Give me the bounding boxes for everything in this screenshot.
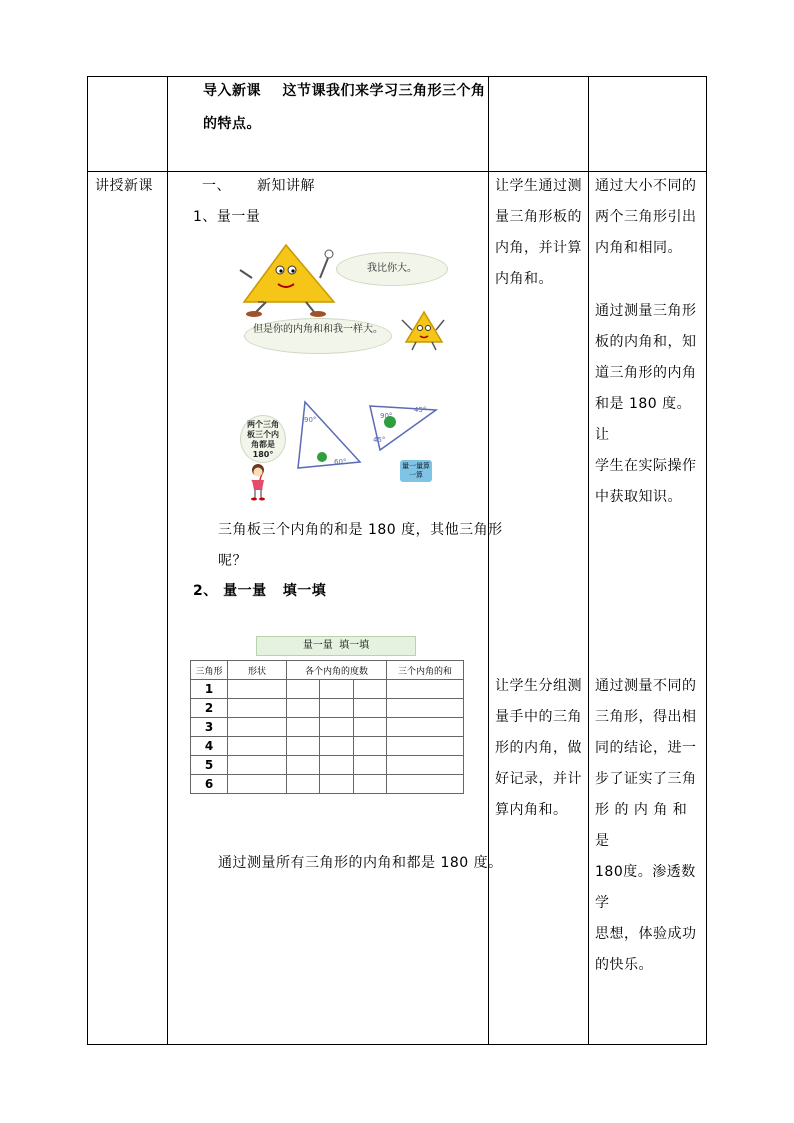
cell bbox=[287, 737, 320, 756]
intent-line: 和是 180 度。让 bbox=[595, 396, 692, 443]
intent-line: 通过大小不同的 bbox=[595, 178, 697, 194]
cell bbox=[387, 756, 464, 775]
measure-tag: 量一量算一算 bbox=[402, 462, 430, 479]
header-sum: 三个内角的和 bbox=[387, 661, 464, 680]
row-num: 6 bbox=[191, 775, 228, 794]
activity-line: 量手中的三角 bbox=[495, 709, 582, 725]
bubble-text-1: 我比你大。 bbox=[367, 263, 417, 274]
cell bbox=[320, 718, 353, 737]
girl-bubble-text: 两个三角板三个内角都是180° bbox=[247, 420, 279, 459]
cell bbox=[287, 699, 320, 718]
row-num: 5 bbox=[191, 756, 228, 775]
cell bbox=[353, 718, 386, 737]
student-activity-2 bbox=[495, 671, 585, 826]
cell bbox=[320, 737, 353, 756]
row-num: 1 bbox=[191, 680, 228, 699]
design-intent-1 bbox=[595, 171, 705, 264]
intent-line: 三角形，得出相 bbox=[595, 709, 697, 725]
subheading-measure: 1、量一量 bbox=[193, 209, 261, 225]
student-activity-1 bbox=[495, 171, 585, 295]
intent-line: 同的结论，进一 bbox=[595, 740, 697, 756]
activity-line: 让学生通过测 bbox=[495, 178, 582, 194]
paragraph-line-2: 呢？ bbox=[218, 553, 247, 569]
table-row bbox=[191, 756, 464, 775]
table-row bbox=[191, 680, 464, 699]
heading-text: 新知讲解 bbox=[257, 178, 315, 194]
measure-table bbox=[190, 660, 464, 794]
cell bbox=[287, 718, 320, 737]
intent-line: 形 的 内 角 和 是 bbox=[595, 802, 688, 849]
intent-line: 思想，体验成功 bbox=[595, 926, 697, 942]
row-num: 2 bbox=[191, 699, 228, 718]
cell bbox=[287, 756, 320, 775]
activity-line: 好记录，并计 bbox=[495, 771, 582, 787]
cell bbox=[320, 699, 353, 718]
activity-line: 量三角形板的 bbox=[495, 209, 582, 225]
bubble-text-2: 但是你的内角和和我一样大。 bbox=[253, 324, 383, 335]
cell bbox=[353, 699, 386, 718]
heading-number: 一、 bbox=[202, 178, 231, 194]
activity-line: 让学生分组测 bbox=[495, 678, 582, 694]
intent-line: 两个三角形引出 bbox=[595, 209, 697, 225]
table-row bbox=[191, 737, 464, 756]
intent-line: 中获取知识。 bbox=[595, 489, 682, 505]
cell bbox=[228, 680, 287, 699]
header-angles: 各个内角的度数 bbox=[287, 661, 387, 680]
section-label: 讲授新课 bbox=[95, 178, 153, 194]
activity-line: 内角和。 bbox=[495, 271, 553, 287]
intent-line: 板的内角和，知 bbox=[595, 334, 697, 350]
intent-line: 道三角形的内角 bbox=[595, 365, 697, 381]
angle-label-90a: 90° bbox=[304, 416, 317, 424]
cell bbox=[320, 680, 353, 699]
table-col-divider-3 bbox=[588, 76, 589, 1045]
table-row bbox=[191, 718, 464, 737]
intent-line: 学生在实际操作 bbox=[595, 458, 697, 474]
activity-line: 算内角和。 bbox=[495, 802, 568, 818]
cell bbox=[228, 756, 287, 775]
cell bbox=[387, 718, 464, 737]
intro-line-2: 的特点。 bbox=[203, 116, 261, 132]
header-shape: 形状 bbox=[228, 661, 287, 680]
conclusion-text: 通过测量所有三角形的内角和都是 180 度。 bbox=[218, 855, 503, 871]
design-intent-3 bbox=[595, 671, 705, 981]
table-border-left bbox=[87, 76, 88, 1045]
speech-bubble-big-triangle bbox=[336, 252, 448, 286]
activity-line: 内角，并计算 bbox=[495, 240, 582, 256]
cell bbox=[353, 756, 386, 775]
intent-line: 步了证实了三角 bbox=[595, 771, 697, 787]
table-col-divider-2 bbox=[488, 76, 489, 1045]
cell bbox=[287, 680, 320, 699]
cell bbox=[387, 737, 464, 756]
girl-thought-bubble bbox=[240, 415, 286, 463]
intent-line: 内角和相同。 bbox=[595, 240, 682, 256]
table-border-bottom bbox=[87, 1044, 707, 1045]
cell bbox=[387, 699, 464, 718]
table-border-right bbox=[706, 76, 707, 1045]
table-col-divider-1 bbox=[167, 76, 168, 1045]
row-num: 4 bbox=[191, 737, 228, 756]
cell bbox=[228, 775, 287, 794]
design-intent-2 bbox=[595, 296, 705, 513]
cell bbox=[228, 737, 287, 756]
cell bbox=[228, 699, 287, 718]
angle-label-45a: 45° bbox=[414, 406, 427, 414]
cell bbox=[228, 718, 287, 737]
cell bbox=[287, 775, 320, 794]
intent-line: 的快乐。 bbox=[595, 957, 653, 973]
angle-label-90b: 90° bbox=[380, 412, 393, 420]
measure-table-header bbox=[191, 661, 464, 680]
cell bbox=[387, 775, 464, 794]
header-triangle: 三角形 bbox=[191, 661, 228, 680]
cell bbox=[320, 756, 353, 775]
subheading-measure-fill: 2、 量一量 填一填 bbox=[193, 583, 327, 599]
row-num: 3 bbox=[191, 718, 228, 737]
cell bbox=[353, 775, 386, 794]
activity-line: 形的内角，做 bbox=[495, 740, 582, 756]
cell bbox=[353, 680, 386, 699]
angle-label-45b: 45° bbox=[373, 436, 386, 444]
table-row bbox=[191, 699, 464, 718]
intent-line: 180度。渗透数学 bbox=[595, 864, 696, 911]
table-row bbox=[191, 775, 464, 794]
angle-label-60: 60° bbox=[334, 458, 347, 466]
cell bbox=[387, 680, 464, 699]
intent-line: 通过测量三角形 bbox=[595, 303, 697, 319]
intro-line-1: 导入新课 这节课我们来学习三角形三个角 bbox=[203, 83, 486, 99]
measure-table-banner: 量一量 填一填 bbox=[256, 636, 416, 656]
cell bbox=[353, 737, 386, 756]
speech-bubble-small-triangle bbox=[244, 318, 392, 354]
paragraph-line-1: 三角板三个内角的和是 180 度，其他三角形 bbox=[218, 522, 503, 538]
cell bbox=[320, 775, 353, 794]
intent-line: 通过测量不同的 bbox=[595, 678, 697, 694]
